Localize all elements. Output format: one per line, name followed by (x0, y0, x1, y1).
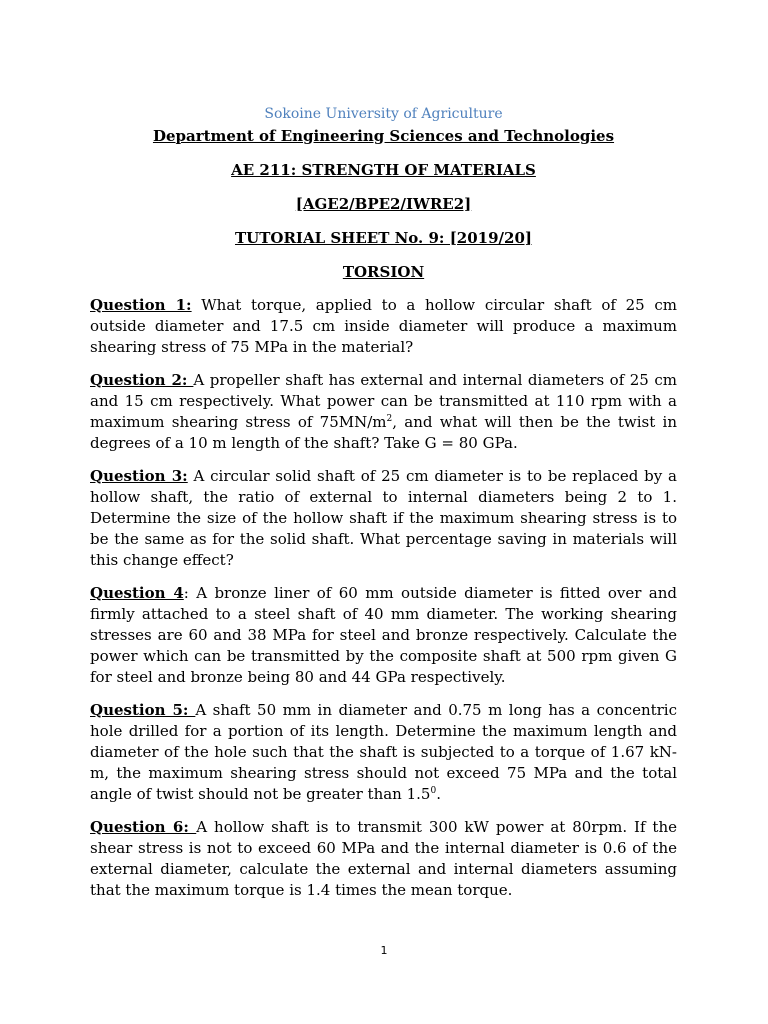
department-name: Department of Engineering Sciences and Technologies (152, 127, 615, 145)
tutorial-sheet-title: TUTORIAL SHEET No. 9: [2019/20] (234, 229, 532, 247)
programmes-line: [AGE2/BPE2/IWRE2] (295, 195, 472, 213)
question-1-label: Question 1: (90, 296, 192, 314)
question-5 (90, 700, 677, 805)
question-1 (90, 295, 677, 358)
page-number: 1 (380, 944, 388, 957)
question-2-text: A propeller shaft has external and internal diameters of 25 cm and 15 cm respectively. What power can be transmitted at 110 rpm with a maximum shearing stress of 75MN/m (90, 371, 677, 431)
topic-title: TORSION (342, 263, 425, 281)
document-page (90, 104, 677, 901)
question-6 (90, 817, 677, 901)
question-6-label: Question 6: (90, 818, 197, 836)
question-5-text: A shaft 50 mm in diameter and 0.75 m long has a concentric hole drilled for a portion of its length. Determine the maximum length and diameter of the hole such that the shaft is subjected to a torque of 1.67 kN-m, the maximum shearing stress should not exceed 75 MPa and the total angle of twist should not be greater than 1.5 (90, 701, 678, 803)
question-4-label: Question 4 (90, 584, 184, 602)
question-4-text: : A bronze liner of 60 mm outside diameter is fitted over and firmly attached to a steel shaft of 40 mm diameter. The working shearing stresses are 60 and 38 MPa for steel and bronze respectively. Calculate the power which can be transmitted by the composite shaft at 500 rpm given G for steel and bronze being 80 and 44 GPa respectively. (90, 584, 677, 686)
question-2-label: Question 2: (90, 371, 194, 389)
question-1-text: What torque, applied to a hollow circular shaft of 25 cm outside diameter and 17.5 cm inside diameter will produce a maximum shearing stress of 75 MPa in the material? (90, 296, 677, 356)
question-4 (90, 583, 677, 688)
question-2 (90, 370, 677, 454)
university-name: Sokoine University of Agriculture (264, 106, 503, 122)
course-title: AE 211: STRENGTH OF MATERIALS (231, 161, 536, 179)
question-3 (90, 466, 677, 571)
question-2-text-end: , and what will then be the twist in degrees of a 10 m length of the shaft? Take G = 80 GPa. (90, 413, 677, 452)
degree-superscript: 0 (430, 786, 437, 796)
question-6-text: A hollow shaft is to transmit 300 kW power at 80rpm. If the shear stress is not to exceed 60 MPa and the internal diameter is 0.6 of the external diameter, calculate the external and internal diameters assuming that the maximum torque is 1.4 times the mean torque. (90, 818, 677, 899)
superscript-2: 2 (386, 414, 393, 424)
question-3-label: Question 3: (90, 467, 188, 485)
question-3-text: A circular solid shaft of 25 cm diameter is to be replaced by a hollow shaft, the ratio of external to internal diameters being 2 to 1. Determine the size of the hollow shaft if the maximum shearing stress is to be the same as for the solid shaft. What percentage saving in materials will this change effect? (90, 467, 677, 569)
question-5-text-end: . (436, 785, 441, 803)
question-5-label: Question 5: (90, 701, 196, 719)
